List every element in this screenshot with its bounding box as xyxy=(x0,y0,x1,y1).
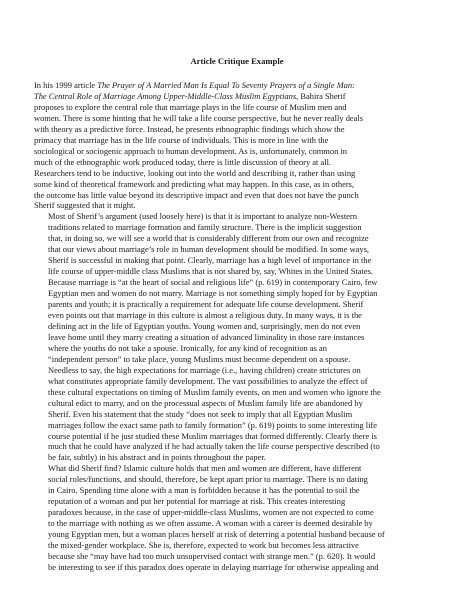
text-run: sociological or sociogenic approach to human development. As is, unfortunately, common in xyxy=(34,145,347,156)
document-body xyxy=(34,80,440,573)
text-line xyxy=(34,332,440,343)
text-run: be fair, subtly) in his abstract and in points throughout the paper. xyxy=(48,452,266,463)
text-line xyxy=(34,310,440,321)
text-run: in Cairo. Spending time alone with a man is forbidden because it has the potential to soil the xyxy=(48,485,360,496)
text-run: course potential if he just studied these Muslim marriages that formed differently. Clearly there is xyxy=(48,430,377,441)
text-line xyxy=(34,343,440,354)
text-line xyxy=(34,441,440,452)
text-line xyxy=(34,321,440,332)
text-line xyxy=(34,80,440,91)
text-line xyxy=(34,376,440,387)
text-run: Egyptian men and women do not marry. Marriage is not something simply hoped for by Egyptian xyxy=(48,288,378,299)
text-line xyxy=(34,354,440,365)
text-run: Needless to say, the high expectations for marriage (i.e., having children) create strictures on xyxy=(48,364,361,375)
text-line xyxy=(34,124,440,135)
text-run: where the youths do not take a spouse. Ironically, for any kind of recognition as an xyxy=(48,342,327,353)
text-line xyxy=(34,518,440,529)
text-line xyxy=(34,398,440,409)
text-line xyxy=(34,452,440,463)
text-line xyxy=(34,222,440,233)
text-run: Sherif. Even his statement that the study “does not seek to imply that all Egyptian Muslim xyxy=(48,408,353,419)
text-run: women. There is some hinting that he will take a life course perspective, but he never really deals xyxy=(34,112,364,123)
text-line xyxy=(34,507,440,518)
text-line xyxy=(34,179,440,190)
text-line xyxy=(34,431,440,442)
paragraph xyxy=(34,80,440,211)
text-run: that, in doing so, we will see a world that is considerably different from our own and recognize xyxy=(48,233,369,244)
text-run: Sherif suggested that it might. xyxy=(34,200,136,211)
text-line xyxy=(34,91,440,102)
text-line xyxy=(34,277,440,288)
text-line xyxy=(34,409,440,420)
text-line xyxy=(34,496,440,507)
text-run: what constitutes appropriate family development. The vast possibilities to analyze the effect of xyxy=(48,375,368,386)
text-run: the mixed-gender workplace. She is, therefore, expected to work but becomes less attractive xyxy=(48,540,359,551)
text-line xyxy=(34,266,440,277)
text-line xyxy=(34,551,440,562)
text-run: “independent person” to take place, young Muslims must become dependent on a spouse. xyxy=(48,353,351,364)
text-line xyxy=(34,463,440,474)
italic-text: The Prayer of A Married Man Is Equal To Seventy Prayers of a Single Man: xyxy=(97,80,355,90)
text-line xyxy=(34,365,440,376)
text-line xyxy=(34,299,440,310)
text-run: some kind of theoretical framework and predicting what may happen. In this case, as in others, xyxy=(34,178,355,189)
text-run: Sherif is successful in making that point. Clearly, marriage has a high level of importance in the xyxy=(48,255,372,266)
text-line xyxy=(34,562,440,573)
text-run: What did Sherif find? Islamic culture holds that men and women are different, have different xyxy=(48,463,362,474)
paragraph xyxy=(34,211,440,364)
text-line xyxy=(34,233,440,244)
text-line xyxy=(34,211,440,222)
document-title: Article Critique Example xyxy=(190,56,284,66)
text-run: reputation of a woman and put her potential for marriage at risk. This creates interesting xyxy=(48,496,346,507)
text-run: that our views about marriage’s role in human development should be modified. In some ways, xyxy=(48,244,370,255)
text-line xyxy=(34,135,440,146)
paragraph xyxy=(34,463,440,573)
text-run: much of the ethnographic work produced today, there is little discussion of theory at all. xyxy=(34,156,332,167)
text-run: proposes to explore the central role that marriage plays in the life course of Muslim men and xyxy=(34,101,347,112)
text-run: Researchers tend to be inductive, looking out into the world and describing it, rather than using xyxy=(34,167,356,178)
text-run: because she “may have had too much unsupervised contact with strange men.” (p. 620). It would xyxy=(48,550,376,561)
text-line xyxy=(34,244,440,255)
text-line xyxy=(34,255,440,266)
text-line xyxy=(34,288,440,299)
text-line xyxy=(34,474,440,485)
text-line xyxy=(34,113,440,124)
text-line xyxy=(34,420,440,431)
text-run: these cultural expectations on timing of Muslim family events, on men and women who ignore the xyxy=(48,386,381,397)
text-run: , Bahira Sherif xyxy=(296,90,346,101)
text-line xyxy=(34,387,440,398)
paragraph xyxy=(34,365,440,464)
text-run: primacy that marriage has in the life course of individuals. This is more in line with the xyxy=(34,134,329,145)
text-run: Because marriage is “at the heart of social and religious life” (p. 619) in contemporary Cairo, few xyxy=(48,277,378,288)
text-run: even points out that marriage in this culture is almost a religious duty. In many ways, it is the xyxy=(48,310,362,321)
text-run: leave home until they marry creating a situation of advanced liminality in those rare instances xyxy=(48,331,365,342)
text-run: social roles/functions, and should, therefore, be kept apart prior to marriage. There is no dating xyxy=(48,474,368,485)
text-run: the outcome has little value beyond its descriptive impact and even that does not have the punch xyxy=(34,189,359,200)
text-line xyxy=(34,200,440,211)
text-line xyxy=(34,529,440,540)
text-line xyxy=(34,540,440,551)
text-run: to the marriage with nothing as we often assume. A woman with a career is deemed desirable by xyxy=(48,518,373,529)
text-run: young Egyptian men, but a woman places herself at risk of deterring a potential husband because of xyxy=(48,529,385,540)
text-run: parents and youth; it is practically a requirement for adequate life course development. Sherif xyxy=(48,299,364,310)
text-run: life course of upper-middle class Muslims that is not shared by, say, Whites in the United States. xyxy=(48,266,374,277)
text-run: much that he could have analyzed if he had actually taken the life course perspective described (to xyxy=(48,441,380,452)
text-run: cultural edict to marry, and on the processual aspects of Muslim family life are abandoned by xyxy=(48,397,363,408)
text-run: traditions related to marriage formation and family structure. There is the implicit suggestion xyxy=(48,222,362,233)
text-run: Most of Sherif’s argument (used loosely here) is that it is important to analyze non-Western xyxy=(48,211,357,222)
text-line xyxy=(34,102,440,113)
text-run: defining act in the life of Egyptian youths. Young women and, surprisingly, men do not even xyxy=(48,320,361,331)
text-run: marriages follow the exact same path to family formation” (p. 619) points to some interesting life xyxy=(48,419,377,430)
text-run: In his 1999 article xyxy=(34,80,98,90)
text-line xyxy=(34,485,440,496)
text-line xyxy=(34,146,440,157)
text-run: paradoxes because, in the case of upper-middle-class Muslims, women are not expected to come xyxy=(48,507,374,518)
text-line xyxy=(34,157,440,168)
text-run: with theory as a predictive force. Instead, he presents ethnographic findings which show the xyxy=(34,123,345,134)
text-line xyxy=(34,190,440,201)
text-run: be interesting to see if this paradox does operate in delaying marriage for otherwise appealing and xyxy=(48,561,379,572)
text-line xyxy=(34,168,440,179)
italic-text: The Central Role of Marriage Among Upper-Middle-Class Muslim Egyptians xyxy=(34,90,297,101)
